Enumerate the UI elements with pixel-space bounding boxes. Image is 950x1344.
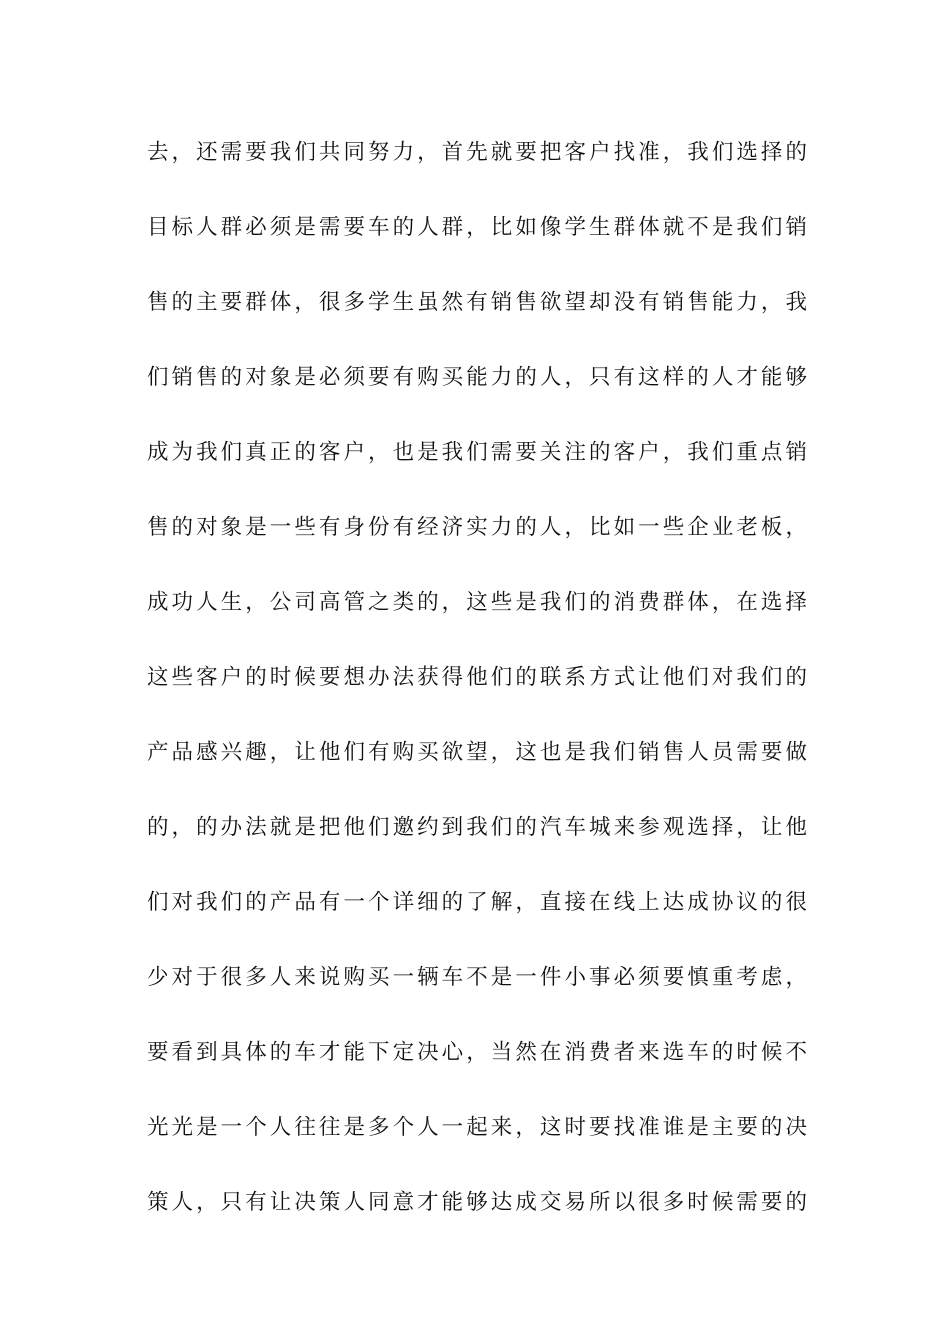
- text-line: 策人，只有让决策人同意才能够达成交易所以很多时候需要的: [147, 1190, 807, 1215]
- text-line: 这些客户的时候要想办法获得他们的联系方式让他们对我们的: [147, 665, 807, 690]
- text-line: 目标人群必须是需要车的人群，比如像学生群体就不是我们销: [147, 215, 807, 240]
- text-line: 成为我们真正的客户，也是我们需要关注的客户，我们重点销: [147, 440, 807, 465]
- text-line: 要看到具体的车才能下定决心，当然在消费者来选车的时候不: [147, 1040, 807, 1065]
- text-line: 少对于很多人来说购买一辆车不是一件小事必须要慎重考虑，: [147, 965, 807, 990]
- text-line: 产品感兴趣，让他们有购买欲望，这也是我们销售人员需要做: [147, 740, 807, 765]
- text-line: 光光是一个人往往是多个人一起来，这时要找准谁是主要的决: [147, 1115, 807, 1140]
- body-text: [147, 131, 807, 1256]
- text-line: 售的对象是一些有身份有经济实力的人，比如一些企业老板，: [147, 515, 807, 540]
- text-line: 们对我们的产品有一个详细的了解，直接在线上达成协议的很: [147, 890, 807, 915]
- text-line: 们销售的对象是必须要有购买能力的人，只有这样的人才能够: [147, 365, 807, 390]
- text-line: 成功人生，公司高管之类的，这些是我们的消费群体，在选择: [147, 590, 807, 615]
- text-line: 去，还需要我们共同努力，首先就要把客户找准，我们选择的: [147, 140, 807, 165]
- text-line: 售的主要群体，很多学生虽然有销售欲望却没有销售能力，我: [147, 290, 807, 315]
- text-line: 的，的办法就是把他们邀约到我们的汽车城来参观选择，让他: [147, 815, 807, 840]
